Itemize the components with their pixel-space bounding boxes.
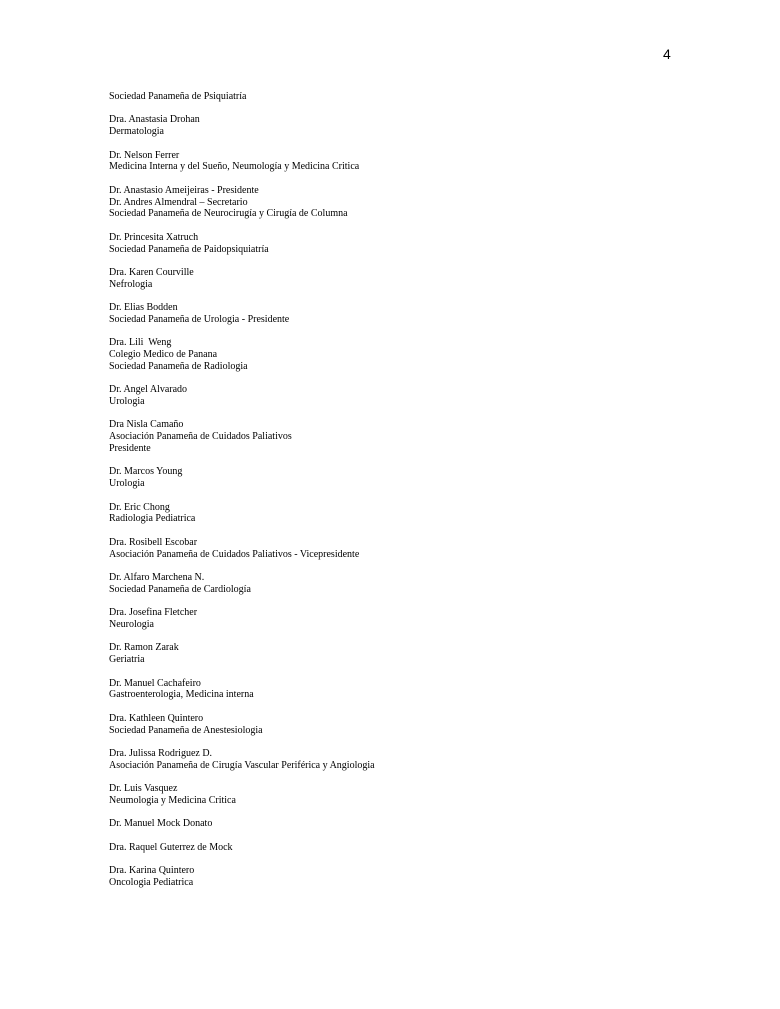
member-entry — [109, 842, 729, 854]
entry-detail-line: Gastroenterologia, Medicina interna — [109, 689, 254, 701]
entry-detail-line: Dr. Andres Almendral – Secretario — [109, 196, 248, 208]
member-entry — [109, 713, 729, 737]
entry-name-line: Dr. Ramon Zarak — [109, 642, 179, 654]
entry-name-line: Dra. Karen Courville — [109, 266, 194, 278]
entry-detail-line: Dermatologia — [109, 126, 164, 138]
member-entry — [109, 642, 729, 666]
entry-detail-line: Asociación Panameña de Cuidados Paliativos - Vicepresidente — [109, 548, 360, 560]
entry-detail-line: Sociedad Panameña de Paidopsiquiatría — [109, 243, 269, 255]
member-entry — [109, 185, 729, 220]
member-entry — [109, 384, 729, 408]
entry-detail-line: Medicina Interna y del Sueño, Neumología y Medicina Critica — [109, 161, 360, 173]
entry-name-line: Dra. Julissa Rodriguez D. — [109, 747, 213, 759]
entry-name-line: Dr. Manuel Mock Donato — [109, 818, 213, 830]
member-entry — [109, 466, 729, 490]
entry-detail-line: Sociedad Panameña de Urologia - Presidente — [109, 313, 290, 325]
entry-detail-line: Neumologia y Medicina Critica — [109, 794, 236, 806]
entry-name-line: Dr. Manuel Cachafeiro — [109, 677, 201, 689]
entry-name-line: Dr. Marcos Young — [109, 466, 183, 478]
entry-name-line: Dr. Princesita Xatruch — [109, 231, 199, 243]
member-entry — [109, 419, 729, 454]
member-entry — [109, 865, 729, 889]
entry-detail-line: Sociedad Panameña de Cardiología — [109, 583, 251, 595]
entry-name-line: Dra Nisla Camaño — [109, 419, 184, 431]
entry-detail-line: Oncologia Pediatrica — [109, 876, 194, 888]
entry-name-line: Dr. Angel Alvarado — [109, 384, 188, 396]
member-entry — [109, 337, 729, 372]
member-entry — [109, 572, 729, 596]
member-entry — [109, 91, 729, 103]
entry-detail-line: Asociación Panameña de Cirugía Vascular Periférica y Angiologia — [109, 759, 375, 771]
member-entry — [109, 150, 729, 174]
entry-name-line: Sociedad Panameña de Psiquiatría — [109, 91, 247, 102]
member-entry — [109, 607, 729, 631]
member-entry — [109, 302, 729, 326]
entry-name-line: Dra. Anastasia Drohan — [109, 114, 200, 126]
member-entry — [109, 502, 729, 526]
entry-detail-line: Sociedad Panameña de Anestesiologia — [109, 724, 263, 736]
entry-detail-line: Urologia — [109, 396, 145, 408]
entry-detail-line: Urologia — [109, 478, 145, 490]
member-entry — [109, 748, 729, 772]
entry-name-line: Dr. Eric Chong — [109, 501, 170, 513]
entry-detail-line: Sociedad Panameña de Neurocirugía y Cirugía de Columna — [109, 208, 348, 220]
page-number: 4 — [663, 46, 671, 62]
entry-name-line: Dr. Anastasio Ameijeiras - Presidente — [109, 184, 259, 196]
member-entry — [109, 818, 729, 830]
entry-name-line: Dra. Josefina Fletcher — [109, 607, 198, 619]
entry-name-line: Dr. Elias Bodden — [109, 302, 178, 314]
entry-name-line: Dra. Rosibell Escobar — [109, 536, 198, 548]
entry-detail-line: Sociedad Panameña de Radiologia — [109, 360, 248, 372]
entry-name-line: Dra. Karina Quintero — [109, 865, 195, 877]
member-entry — [109, 114, 729, 138]
entry-name-line: Dra. Raquel Guterrez de Mock — [109, 841, 233, 853]
entry-detail-line: Radiologia Pediatrica — [109, 513, 196, 525]
entry-detail-line: Nefrologia — [109, 278, 153, 290]
member-entry — [109, 232, 729, 256]
member-entry — [109, 537, 729, 561]
entry-detail-line: Colegio Medico de Panana — [109, 349, 218, 361]
entry-name-line: Dr. Luis Vasquez — [109, 783, 178, 795]
entry-name-line: Dra. Kathleen Quintero — [109, 712, 204, 724]
member-entry — [109, 783, 729, 807]
member-entry — [109, 678, 729, 702]
entry-name-line: Dr. Nelson Ferrer — [109, 149, 180, 161]
entry-detail-line: Neurologia — [109, 619, 154, 631]
entry-name-line: Dra. Lili Weng — [109, 337, 172, 349]
entry-detail-line: Asociación Panameña de Cuidados Paliativos — [109, 431, 292, 443]
member-list — [109, 91, 729, 900]
entry-detail-line: Geriatria — [109, 654, 145, 666]
entry-name-line: Dr. Alfaro Marchena N. — [109, 572, 205, 584]
member-entry — [109, 267, 729, 291]
entry-detail-line: Presidente — [109, 443, 151, 455]
